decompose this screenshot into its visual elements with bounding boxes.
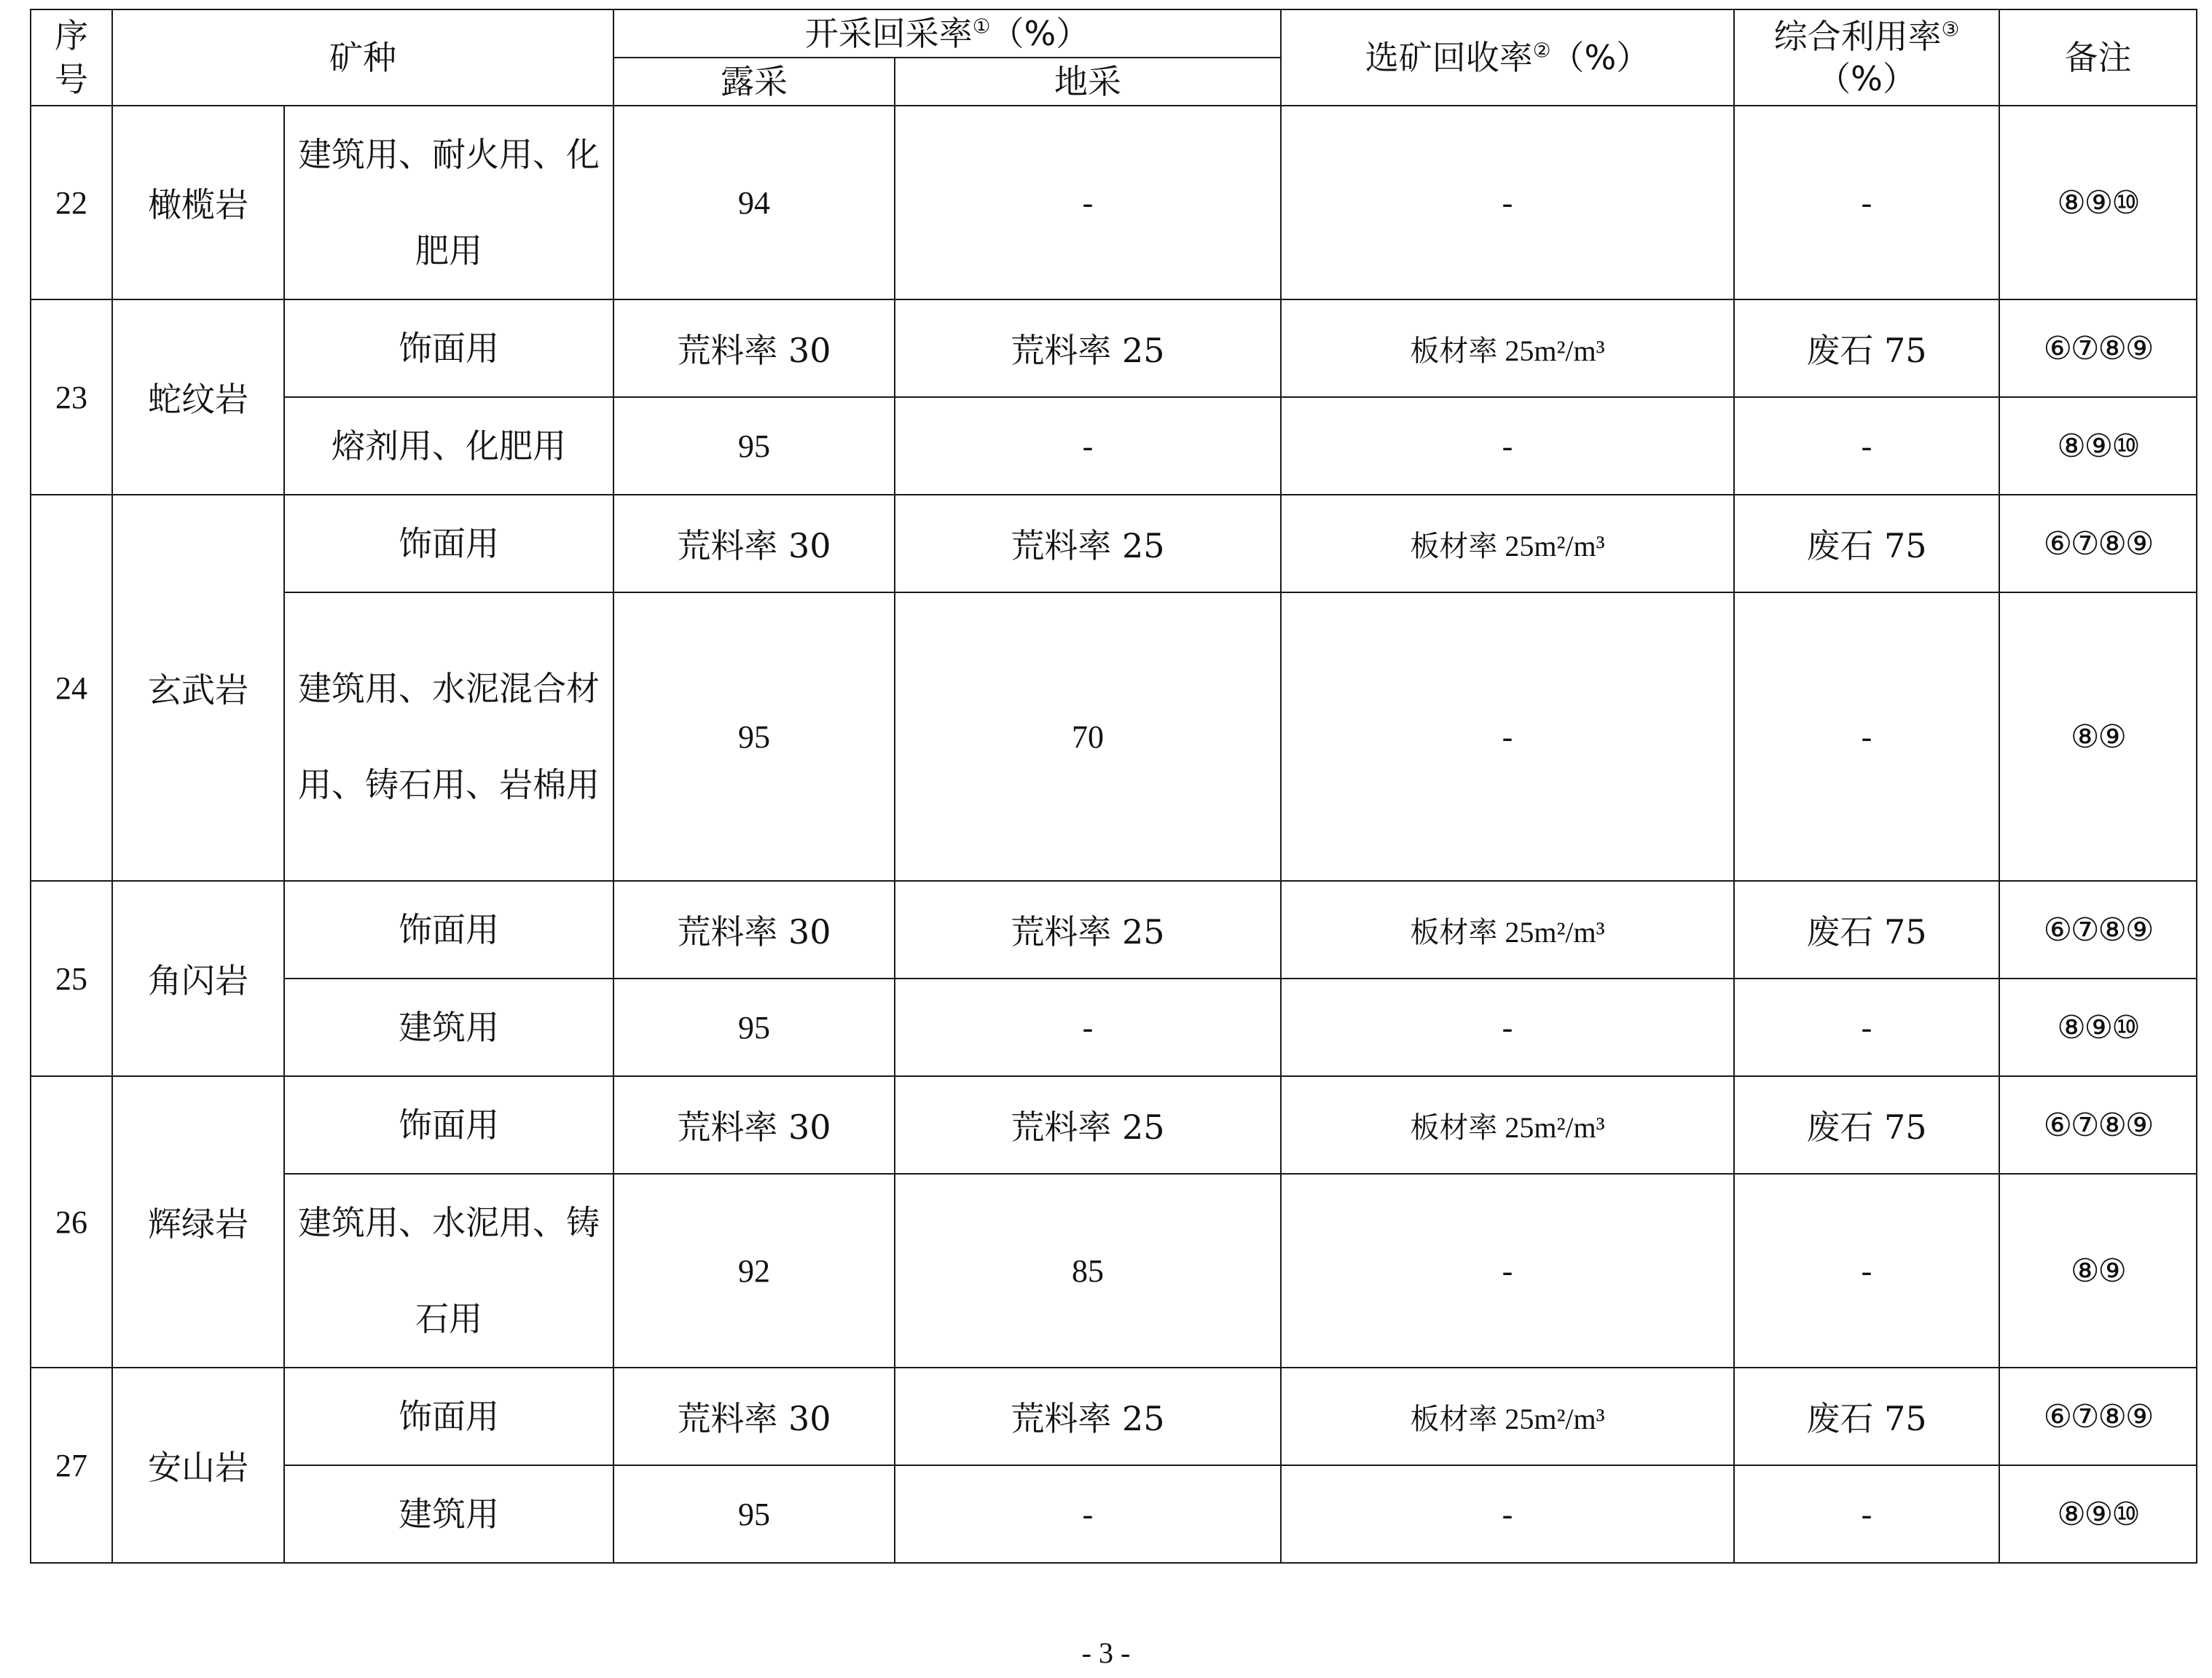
mineral-recovery-table	[30, 9, 2197, 1564]
row-dressing: 板材率 25m²/m³	[1281, 1368, 1734, 1465]
row-dressing: 板材率 25m²/m³	[1281, 881, 1734, 979]
header-seq: 序号	[31, 9, 112, 106]
row-comprehensive: -	[1734, 979, 1999, 1076]
row-underground: -	[895, 979, 1281, 1076]
row-comprehensive: 废石 75	[1734, 881, 1999, 979]
row-dressing: 板材率 25m²/m³	[1281, 299, 1734, 397]
row-seq: 27	[31, 1368, 112, 1563]
row-underground: 荒料率 25	[895, 299, 1281, 397]
row-dressing: -	[1281, 979, 1734, 1076]
row-comprehensive: 废石 75	[1734, 299, 1999, 397]
table-row	[31, 1076, 2197, 1174]
row-open-pit: 荒料率 30	[613, 1076, 895, 1174]
header-mineral: 矿种	[112, 9, 613, 106]
row-remark: ⑧⑨	[1999, 1174, 2197, 1368]
table-row	[31, 299, 2197, 397]
table-row	[31, 1368, 2197, 1465]
table-row	[31, 106, 2197, 299]
header-open-pit: 露采	[613, 58, 895, 106]
row-mineral: 角闪岩	[112, 881, 284, 1076]
row-underground: -	[895, 106, 1281, 299]
row-open-pit: 荒料率 30	[613, 1368, 895, 1465]
row-remark: ⑧⑨⑩	[1999, 397, 2197, 495]
row-remark: ⑥⑦⑧⑨	[1999, 1368, 2197, 1465]
row-seq: 23	[31, 299, 112, 495]
table-row	[31, 1174, 2197, 1368]
row-open-pit: 92	[613, 1174, 895, 1368]
row-use: 建筑用	[284, 979, 613, 1076]
row-mineral: 橄榄岩	[112, 106, 284, 299]
row-seq: 22	[31, 106, 112, 299]
row-underground: -	[895, 1465, 1281, 1563]
row-seq: 26	[31, 1076, 112, 1368]
row-remark: ⑥⑦⑧⑨	[1999, 881, 2197, 979]
row-comprehensive: -	[1734, 106, 1999, 299]
row-remark: ⑥⑦⑧⑨	[1999, 1076, 2197, 1174]
table-row	[31, 1465, 2197, 1563]
row-dressing: -	[1281, 397, 1734, 495]
row-mineral: 蛇纹岩	[112, 299, 284, 495]
row-seq: 24	[31, 495, 112, 881]
header-comprehensive-rate: 综合利用率③ （%）	[1734, 9, 1999, 106]
table-row	[31, 397, 2197, 495]
header-underground: 地采	[895, 58, 1281, 106]
row-remark: ⑥⑦⑧⑨	[1999, 299, 2197, 397]
row-underground: 荒料率 25	[895, 1368, 1281, 1465]
row-remark: ⑥⑦⑧⑨	[1999, 495, 2197, 592]
row-open-pit: 荒料率 30	[613, 299, 895, 397]
row-mineral: 安山岩	[112, 1368, 284, 1563]
row-comprehensive: 废石 75	[1734, 1368, 1999, 1465]
row-dressing: -	[1281, 1174, 1734, 1368]
row-remark: ⑧⑨⑩	[1999, 979, 2197, 1076]
row-dressing: -	[1281, 1465, 1734, 1563]
row-mineral: 辉绿岩	[112, 1076, 284, 1368]
row-underground: 荒料率 25	[895, 1076, 1281, 1174]
row-underground: 荒料率 25	[895, 495, 1281, 592]
row-use: 熔剂用、化肥用	[284, 397, 613, 495]
row-open-pit: 95	[613, 592, 895, 881]
row-mineral: 玄武岩	[112, 495, 284, 881]
header-mining-recovery: 开采回采率①（%）	[613, 9, 1281, 58]
row-open-pit: 95	[613, 979, 895, 1076]
row-use: 饰面用	[284, 299, 613, 397]
row-use: 饰面用	[284, 1076, 613, 1174]
row-open-pit: 94	[613, 106, 895, 299]
row-use: 饰面用	[284, 1368, 613, 1465]
row-use: 建筑用	[284, 1465, 613, 1563]
row-underground: -	[895, 397, 1281, 495]
row-use: 建筑用、水泥混合材用、铸石用、岩棉用	[284, 592, 613, 881]
row-dressing: 板材率 25m²/m³	[1281, 1076, 1734, 1174]
row-remark: ⑧⑨⑩	[1999, 106, 2197, 299]
row-underground: 荒料率 25	[895, 881, 1281, 979]
row-use: 建筑用、水泥用、铸石用	[284, 1174, 613, 1368]
row-dressing: -	[1281, 592, 1734, 881]
row-remark: ⑧⑨⑩	[1999, 1465, 2197, 1563]
row-comprehensive: 废石 75	[1734, 495, 1999, 592]
row-comprehensive: -	[1734, 592, 1999, 881]
row-open-pit: 95	[613, 397, 895, 495]
row-use: 建筑用、耐火用、化肥用	[284, 106, 613, 299]
row-comprehensive: -	[1734, 1465, 1999, 1563]
row-underground: 70	[895, 592, 1281, 881]
row-open-pit: 95	[613, 1465, 895, 1563]
table-row	[31, 881, 2197, 979]
row-dressing: -	[1281, 106, 1734, 299]
page-number: - 3 -	[1081, 1636, 1131, 1669]
row-seq: 25	[31, 881, 112, 1076]
row-comprehensive: -	[1734, 1174, 1999, 1368]
header-remark: 备注	[1999, 9, 2197, 106]
row-use: 饰面用	[284, 495, 613, 592]
table-row	[31, 592, 2197, 881]
row-comprehensive: -	[1734, 397, 1999, 495]
row-remark: ⑧⑨	[1999, 592, 2197, 881]
row-use: 饰面用	[284, 881, 613, 979]
header-dressing-recovery: 选矿回收率②（%）	[1281, 9, 1734, 106]
row-underground: 85	[895, 1174, 1281, 1368]
row-comprehensive: 废石 75	[1734, 1076, 1999, 1174]
table-row	[31, 495, 2197, 592]
row-open-pit: 荒料率 30	[613, 881, 895, 979]
row-dressing: 板材率 25m²/m³	[1281, 495, 1734, 592]
row-open-pit: 荒料率 30	[613, 495, 895, 592]
table-row	[31, 979, 2197, 1076]
